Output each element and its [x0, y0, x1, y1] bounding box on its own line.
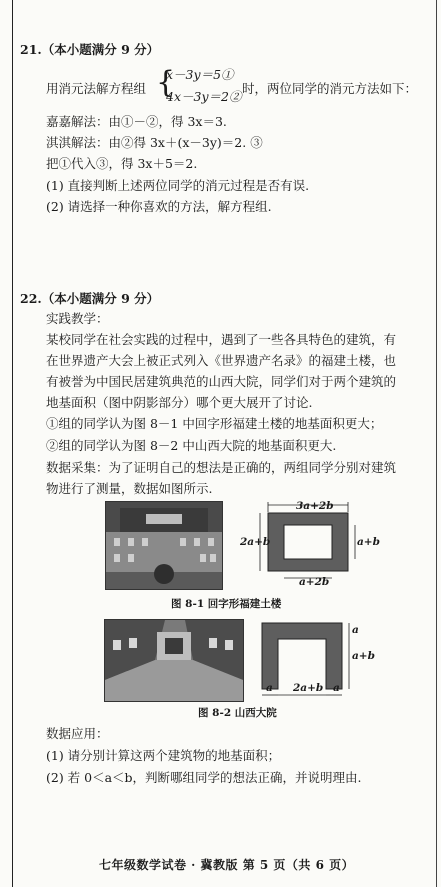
fig1-bottom-label: a+2b: [299, 576, 330, 588]
q22-header: 22.（本小题满分 9 分）: [20, 291, 160, 306]
q22-app2: (2) 若 0＜a＜b，判断哪组同学的想法正确，并说明理由.: [46, 770, 362, 785]
fig1-top-label: 3a+2b: [296, 500, 334, 512]
q21-header: 21.（本小题满分 9 分）: [20, 42, 160, 57]
right-border-line: [436, 0, 437, 887]
fig1-caption: 图 8-1 回字形福建土楼: [171, 598, 282, 610]
q22-para-4: 地基面积（图中阴影部分）哪个更大展开了讨论.: [46, 395, 313, 410]
q22-section: 实践教学：: [46, 311, 109, 326]
fig2-caption: 图 8-2 山西大院: [198, 707, 277, 719]
q21-sub1: (1) 直接判断上述两位同学的消元过程是否有误.: [46, 178, 310, 193]
fig2-right-bottom-label: a+b: [352, 650, 375, 662]
q21-substitute: 把①代入③，得 3x＋5＝2.: [46, 156, 198, 171]
system-brace: {: [156, 65, 176, 100]
q22-group1: ①组的同学认为图 8－1 中回字形福建土楼的地基面积更大；: [46, 416, 383, 431]
tulou-photo: [105, 501, 223, 590]
q22-para-3: 有被誉为中国民居建筑典范的山西大院，同学们对于两个建筑的: [46, 374, 397, 389]
page-footer: 七年级数学试卷 · 冀教版 第 5 页（共 6 页）: [99, 858, 355, 872]
q22-para-2: 在世界遗产大会上被正式列入《世界遗产名录》的福建土楼，也: [46, 353, 397, 368]
q21-eq1: x－3y＝5①: [166, 67, 234, 82]
q22-collect-2: 物进行了测量，数据如图所示.: [46, 481, 213, 496]
q21-sub2: (2) 请选择一种你喜欢的方法，解方程组.: [46, 199, 272, 214]
fig2-bottom-mid-label: 2a+b: [293, 682, 324, 694]
q22-para-1: 某校同学在社会实践的过程中，遇到了一些各具特色的建筑，有: [46, 332, 397, 347]
left-border-line: [12, 0, 13, 887]
q22-collect-1: 数据采集：为了证明自己的想法是正确的，两组同学分别对建筑: [46, 460, 397, 475]
fig2-bottom-right-label: a: [333, 682, 340, 694]
q21-intro: 用消元法解方程组: [46, 81, 147, 96]
q22-group2: ②组的同学认为图 8－2 中山西大院的地基面积更大.: [46, 438, 337, 453]
fig1-left-label: 2a+b: [240, 536, 271, 548]
fig2-bottom-left-label: a: [266, 682, 273, 694]
q21-intro-after: 时，两位同学的消元方法如下：: [242, 81, 418, 96]
q21-jiajia: 嘉嘉解法：由①－②，得 3x＝3.: [46, 114, 227, 129]
dayuan-photo: [104, 619, 244, 702]
fig2-right-top-label: a: [352, 624, 359, 636]
q21-eq2: 4x－3y＝2②: [166, 89, 242, 104]
fig1-right-label: a+b: [357, 536, 380, 548]
q22-apply: 数据应用：: [46, 726, 109, 741]
q21-qiqi: 淇淇解法：由②得 3x＋(x－3y)＝2. ③: [46, 135, 263, 150]
q22-app1: (1) 请分别计算这两个建筑物的地基面积；: [46, 748, 281, 763]
